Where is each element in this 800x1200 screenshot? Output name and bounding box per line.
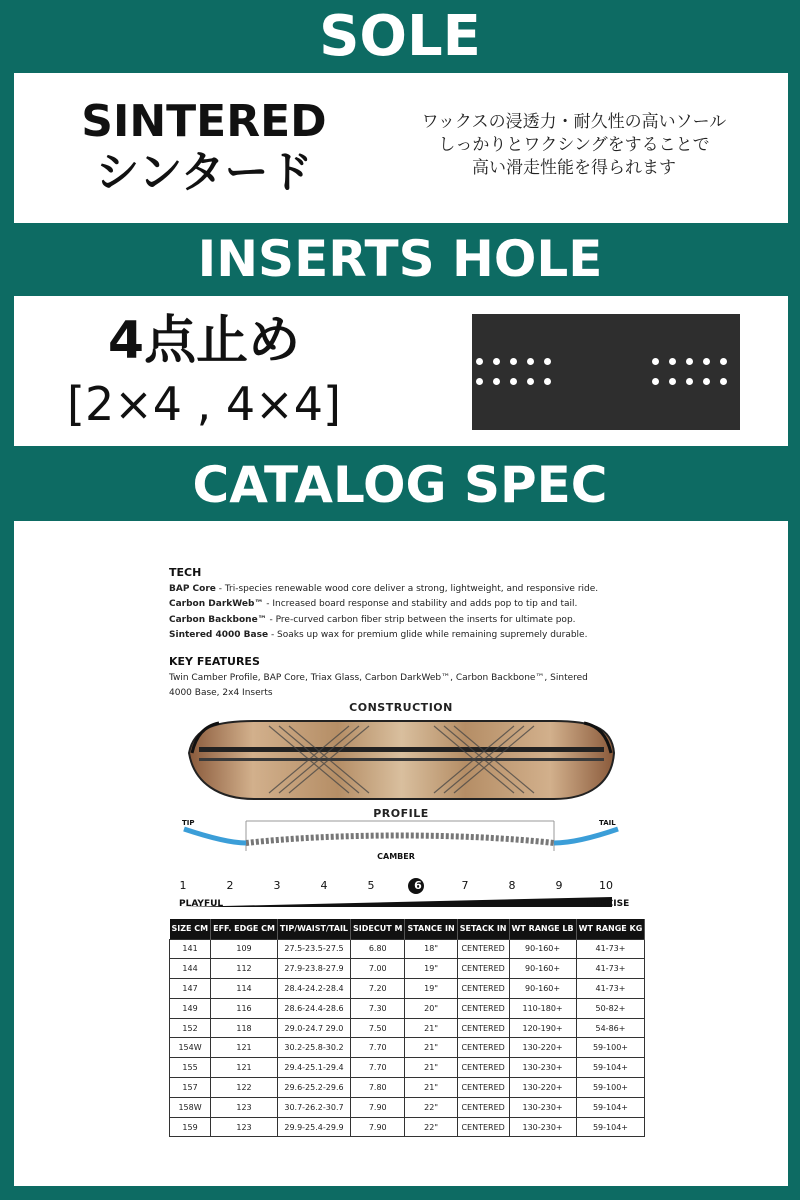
spec-cell: 19" (405, 979, 457, 999)
insert-hole-dot (703, 358, 710, 365)
spec-cell: 123 (211, 1117, 278, 1137)
spec-cell: 50-82+ (576, 998, 645, 1018)
spec-cell: 155 (170, 1058, 211, 1078)
insert-hole-dot (476, 358, 483, 365)
inserts-pattern-label: [2×4 , 4×4] (67, 377, 341, 431)
tech-text: - Increased board response and stability and adds pop to tip and tail. (263, 599, 578, 609)
spec-column-header: SIZE CM (170, 919, 211, 939)
board-stripe (199, 747, 604, 752)
spec-cell: 7.70 (351, 1058, 405, 1078)
spec-cell: 121 (211, 1058, 278, 1078)
spec-cell: 154W (170, 1038, 211, 1058)
spec-cell: 18" (405, 939, 457, 959)
insert-hole-dot (527, 378, 534, 385)
insert-hole-dot (510, 358, 517, 365)
sole-desc-line: しっかりとワクシングをすることで (438, 135, 710, 155)
insert-hole-dot (720, 358, 727, 365)
insert-hole-dot (510, 378, 517, 385)
insert-hole-dot (669, 378, 676, 385)
spec-table-row (170, 1078, 645, 1098)
spec-column-header: WT RANGE KG (576, 919, 645, 939)
spec-cell: CENTERED (457, 1078, 509, 1098)
sole-heading: SOLE (319, 4, 481, 69)
spec-table (169, 919, 645, 1137)
inserts-panel (14, 296, 788, 446)
spec-cell: 54-86+ (576, 1018, 645, 1038)
tech-name: Carbon DarkWeb™ (169, 599, 264, 609)
insert-hole-dot (686, 358, 693, 365)
spec-cell: 120-190+ (509, 1018, 576, 1038)
spec-cell: 22" (405, 1117, 457, 1137)
profile-camber-label: CAMBER (377, 852, 415, 861)
spec-cell: 147 (170, 979, 211, 999)
insert-hole-dot (493, 358, 500, 365)
profile-tip-label: TIP (182, 819, 195, 827)
spec-column-header: SIDECUT M (351, 919, 405, 939)
spec-cell: 130-230+ (509, 1117, 576, 1137)
spec-column-header: TIP/WAIST/TAIL (277, 919, 350, 939)
spec-cell: 114 (211, 979, 278, 999)
spec-cell: 7.50 (351, 1018, 405, 1038)
spec-cell: 27.5-23.5-27.5 (277, 939, 350, 959)
spec-cell: CENTERED (457, 959, 509, 979)
spec-cell: CENTERED (457, 939, 509, 959)
spec-cell: CENTERED (457, 1058, 509, 1078)
insert-hole-dot (686, 378, 693, 385)
spec-cell: 28.6-24.4-28.6 (277, 998, 350, 1018)
construction-profile-graphic (14, 521, 788, 921)
insert-hole-dot (493, 378, 500, 385)
sole-desc-line: 高い滑走性能を得られます (472, 158, 676, 178)
spec-cell: 90-160+ (509, 979, 576, 999)
sole-description (384, 111, 764, 180)
tech-name: Carbon Backbone™ (169, 614, 267, 625)
scale-wedge (182, 897, 612, 907)
spec-cell: 122 (211, 1078, 278, 1098)
spec-cell: 130-220+ (509, 1038, 576, 1058)
profile-tail-rise (554, 829, 618, 843)
spec-table-row (170, 979, 645, 999)
spec-cell: 28.4-24.2-28.4 (277, 979, 350, 999)
spec-cell: 29.0-24.7 29.0 (277, 1018, 350, 1038)
spec-cell: 7.80 (351, 1078, 405, 1098)
scale-number: 3 (273, 879, 281, 892)
spec-cell: 21" (405, 1078, 457, 1098)
scale-number: 2 (226, 879, 234, 892)
spec-cell: CENTERED (457, 1117, 509, 1137)
spec-cell: 90-160+ (509, 939, 576, 959)
spec-cell: 118 (211, 1018, 278, 1038)
spec-cell: 110-180+ (509, 998, 576, 1018)
profile-heading: PROFILE (373, 807, 429, 820)
board-stripe (199, 758, 604, 761)
spec-cell: 41-73+ (576, 979, 645, 999)
spec-cell: 30.2-25.8-30.2 (277, 1038, 350, 1058)
spec-cell: 29.9-25.4-29.9 (277, 1117, 350, 1137)
spec-cell: 7.20 (351, 979, 405, 999)
spec-table-row (170, 1117, 645, 1137)
catalog-heading: CATALOG SPEC (192, 456, 608, 514)
spec-table-row (170, 939, 645, 959)
sole-desc-line: ワックスの浸透力・耐久性の高いソール (421, 112, 727, 132)
inserts-board-image (472, 314, 740, 430)
spec-column-header: SETACK IN (457, 919, 509, 939)
spec-cell: 41-73+ (576, 959, 645, 979)
spec-cell: 157 (170, 1078, 211, 1098)
scale-number: 4 (320, 879, 328, 892)
scale-right-label: PRECISE (587, 899, 630, 909)
tech-name: BAP Core (169, 583, 216, 594)
profile-tip-rise (184, 829, 246, 843)
spec-cell: 121 (211, 1038, 278, 1058)
spec-cell: 158W (170, 1097, 211, 1117)
spec-cell: 112 (211, 959, 278, 979)
profile-tail-label: TAIL (599, 819, 616, 827)
spec-cell: 59-100+ (576, 1038, 645, 1058)
spec-cell: 7.00 (351, 959, 405, 979)
key-features-line: Twin Camber Profile, BAP Core, Triax Glass, Carbon DarkWeb™, Carbon Backbone™, Sintered (169, 673, 588, 683)
scale-number: 10 (599, 879, 613, 892)
spec-cell: 59-104+ (576, 1117, 645, 1137)
spec-cell: 159 (170, 1117, 211, 1137)
spec-table-row (170, 998, 645, 1018)
sole-name-jp: シンタード (95, 147, 313, 198)
spec-cell: CENTERED (457, 998, 509, 1018)
spec-cell: CENTERED (457, 1038, 509, 1058)
spec-cell: 7.70 (351, 1038, 405, 1058)
inserts-main-label: 4点止め (107, 311, 301, 371)
scale-left-label: PLAYFUL (179, 899, 224, 909)
profile-camber (246, 836, 554, 844)
insert-hole-dot (720, 378, 727, 385)
scale-number: 8 (508, 879, 516, 892)
spec-cell: 21" (405, 1038, 457, 1058)
spec-cell: 130-230+ (509, 1097, 576, 1117)
tech-text: - Pre-curved carbon fiber strip between the inserts for ultimate pop. (266, 614, 576, 625)
spec-cell: 7.30 (351, 998, 405, 1018)
insert-hole-dot (527, 358, 534, 365)
spec-cell: CENTERED (457, 1018, 509, 1038)
insert-hole-dot (652, 358, 659, 365)
insert-hole-dot (652, 378, 659, 385)
spec-cell: 30.7-26.2-30.7 (277, 1097, 350, 1117)
spec-cell: 21" (405, 1058, 457, 1078)
spec-cell: 59-104+ (576, 1097, 645, 1117)
tech-heading: TECH (169, 566, 202, 579)
spec-table-row (170, 1097, 645, 1117)
insert-hole-dot (703, 378, 710, 385)
spec-cell: 109 (211, 939, 278, 959)
spec-cell: 29.6-25.2-29.6 (277, 1078, 350, 1098)
spec-table-row (170, 1058, 645, 1078)
sole-panel (14, 73, 788, 223)
scale-number: 6 (414, 879, 422, 892)
spec-cell: CENTERED (457, 1097, 509, 1117)
spec-cell: 152 (170, 1018, 211, 1038)
spec-table-row (170, 1038, 645, 1058)
spec-cell: 22" (405, 1097, 457, 1117)
tech-name: Sintered 4000 Base (169, 630, 269, 640)
spec-table-row (170, 959, 645, 979)
spec-table-row (170, 1018, 645, 1038)
spec-cell: 59-100+ (576, 1078, 645, 1098)
insert-hole-dot (669, 358, 676, 365)
spec-column-header: EFF. EDGE CM (211, 919, 278, 939)
spec-cell: 123 (211, 1097, 278, 1117)
spec-cell: 144 (170, 959, 211, 979)
spec-cell: 21" (405, 1018, 457, 1038)
scale-number: 5 (367, 879, 375, 892)
spec-cell: 116 (211, 998, 278, 1018)
spec-cell: CENTERED (457, 979, 509, 999)
insert-hole-dot (544, 378, 551, 385)
tech-text: - Soaks up wax for premium glide while remaining supremely durable. (268, 630, 588, 640)
scale-number: 9 (555, 879, 563, 892)
spec-cell: 130-230+ (509, 1058, 576, 1078)
spec-cell: 19" (405, 959, 457, 979)
spec-cell: 59-104+ (576, 1058, 645, 1078)
scale-number: 7 (461, 879, 469, 892)
spec-cell: 149 (170, 998, 211, 1018)
spec-column-header: WT RANGE LB (509, 919, 576, 939)
spec-cell: 7.90 (351, 1117, 405, 1137)
spec-cell: 41-73+ (576, 939, 645, 959)
spec-table-header (170, 919, 645, 939)
insert-hole-dot (476, 378, 483, 385)
spec-cell: 130-220+ (509, 1078, 576, 1098)
catalog-panel (14, 521, 788, 1186)
spec-column-header: STANCE IN (405, 919, 457, 939)
construction-heading: CONSTRUCTION (349, 701, 453, 714)
spec-cell: 7.90 (351, 1097, 405, 1117)
spec-cell: 20" (405, 998, 457, 1018)
spec-cell: 6.80 (351, 939, 405, 959)
sole-name-en: SINTERED (81, 96, 327, 147)
tech-text: - Tri-species renewable wood core deliver a strong, lightweight, and responsive ride. (215, 583, 599, 594)
spec-cell: 27.9-23.8-27.9 (277, 959, 350, 979)
scale-number: 1 (179, 879, 187, 892)
spec-cell: 90-160+ (509, 959, 576, 979)
inserts-heading: INSERTS HOLE (197, 230, 603, 288)
key-features-heading: KEY FEATURES (169, 655, 260, 668)
key-features-line: 4000 Base, 2x4 Inserts (169, 688, 273, 698)
insert-hole-dot (544, 358, 551, 365)
spec-cell: 141 (170, 939, 211, 959)
spec-cell: 29.4-25.1-29.4 (277, 1058, 350, 1078)
